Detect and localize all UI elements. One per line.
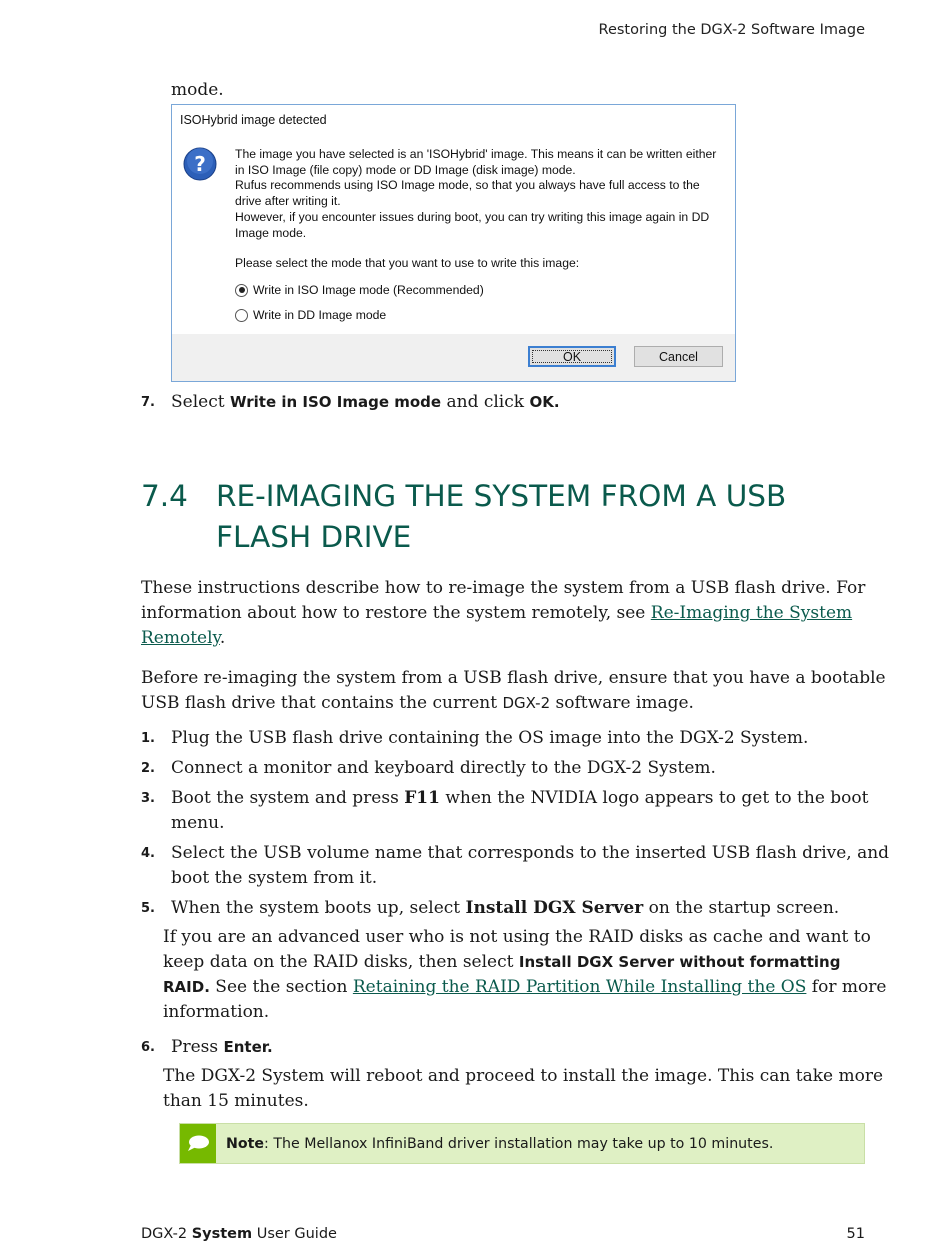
radio-unselected-icon[interactable] bbox=[235, 309, 248, 322]
prereq-paragraph: Before re-imaging the system from a USB flash drive, ensure that you have a bootable USB flash drive that contains the current DGX-2 software image. bbox=[141, 668, 886, 713]
question-icon bbox=[183, 147, 217, 181]
dialog-footer bbox=[172, 334, 735, 381]
radio-selected-icon[interactable] bbox=[235, 284, 248, 297]
page-number: 51 bbox=[846, 1226, 865, 1242]
dialog-prompt: Please select the mode that you want to use to write this image: bbox=[235, 256, 580, 270]
dialog-message-line: in ISO Image (file copy) mode or DD Image (disk image) mode. bbox=[235, 162, 576, 177]
radio-dd-mode-label: Write in DD Image mode bbox=[253, 308, 387, 322]
svg-text:?: ? bbox=[194, 152, 206, 176]
link-reimaging-remotely[interactable]: Re-Imaging the System bbox=[650, 603, 853, 623]
running-header: Restoring the DGX-2 Software Image bbox=[598, 22, 865, 38]
radio-iso-mode-label: Write in ISO Image mode (Recommended) bbox=[253, 283, 484, 297]
dialog-message-line: The image you have selected is an 'ISOHybrid' image. This means it can be written either bbox=[235, 147, 717, 161]
note-box bbox=[179, 1123, 865, 1164]
section-title: RE-IMAGING THE SYSTEM FROM A USB FLASH DRIVE bbox=[216, 479, 787, 554]
intro-paragraph: These instructions describe how to re-image the system from a USB flash drive. For information about how to restore the system remotely, see Re-Imaging the System Remotely. bbox=[141, 578, 866, 648]
advanced-user-paragraph: If you are an advanced user who is not using the RAID disks as cache and want to keep data on the RAID disks, then select Install DGX Server without formatting RAID. See the section Retaining the RAID Partition While Installing the OS for more information. bbox=[163, 927, 887, 1022]
dialog-message-line: Rufus recommends using ISO Image mode, so that you always have full access to the bbox=[235, 178, 700, 193]
dialog-message-line: Image mode. bbox=[235, 225, 307, 240]
continued-fragment: mode. bbox=[171, 80, 224, 100]
isohybrid-dialog bbox=[171, 104, 736, 382]
speech-bubble-icon bbox=[180, 1124, 216, 1163]
note-icon-block bbox=[180, 1124, 216, 1163]
ok-button[interactable]: OK bbox=[528, 346, 616, 367]
dialog-title: ISOHybrid image detected bbox=[180, 113, 327, 127]
step-number: 7. bbox=[141, 395, 155, 410]
cancel-button[interactable]: Cancel bbox=[634, 346, 723, 367]
radio-dd-mode[interactable] bbox=[235, 308, 386, 322]
note-text: Note: The Mellanox InfiniBand driver installation may take up to 10 minutes. bbox=[226, 1136, 774, 1152]
dialog-message bbox=[235, 147, 730, 241]
dialog-message-line: drive after writing it. bbox=[235, 194, 341, 209]
link-retaining-raid[interactable]: Retaining the RAID Partition While Installing the OS bbox=[352, 977, 807, 997]
section-number: 7.4 bbox=[141, 479, 188, 513]
step-text: Select Write in ISO Image mode and click OK. bbox=[171, 392, 560, 412]
dialog-message-line: However, if you encounter issues during boot, you can try writing this image again in DD bbox=[235, 209, 710, 224]
reboot-paragraph: The DGX-2 System will reboot and proceed to install the image. This can take more than 15 minutes. bbox=[163, 1066, 884, 1111]
footer-doc-title: DGX-2 System User Guide bbox=[141, 1226, 337, 1242]
radio-iso-mode[interactable] bbox=[235, 283, 484, 297]
link-reimaging-remotely-cont[interactable]: Remotely bbox=[141, 628, 220, 648]
